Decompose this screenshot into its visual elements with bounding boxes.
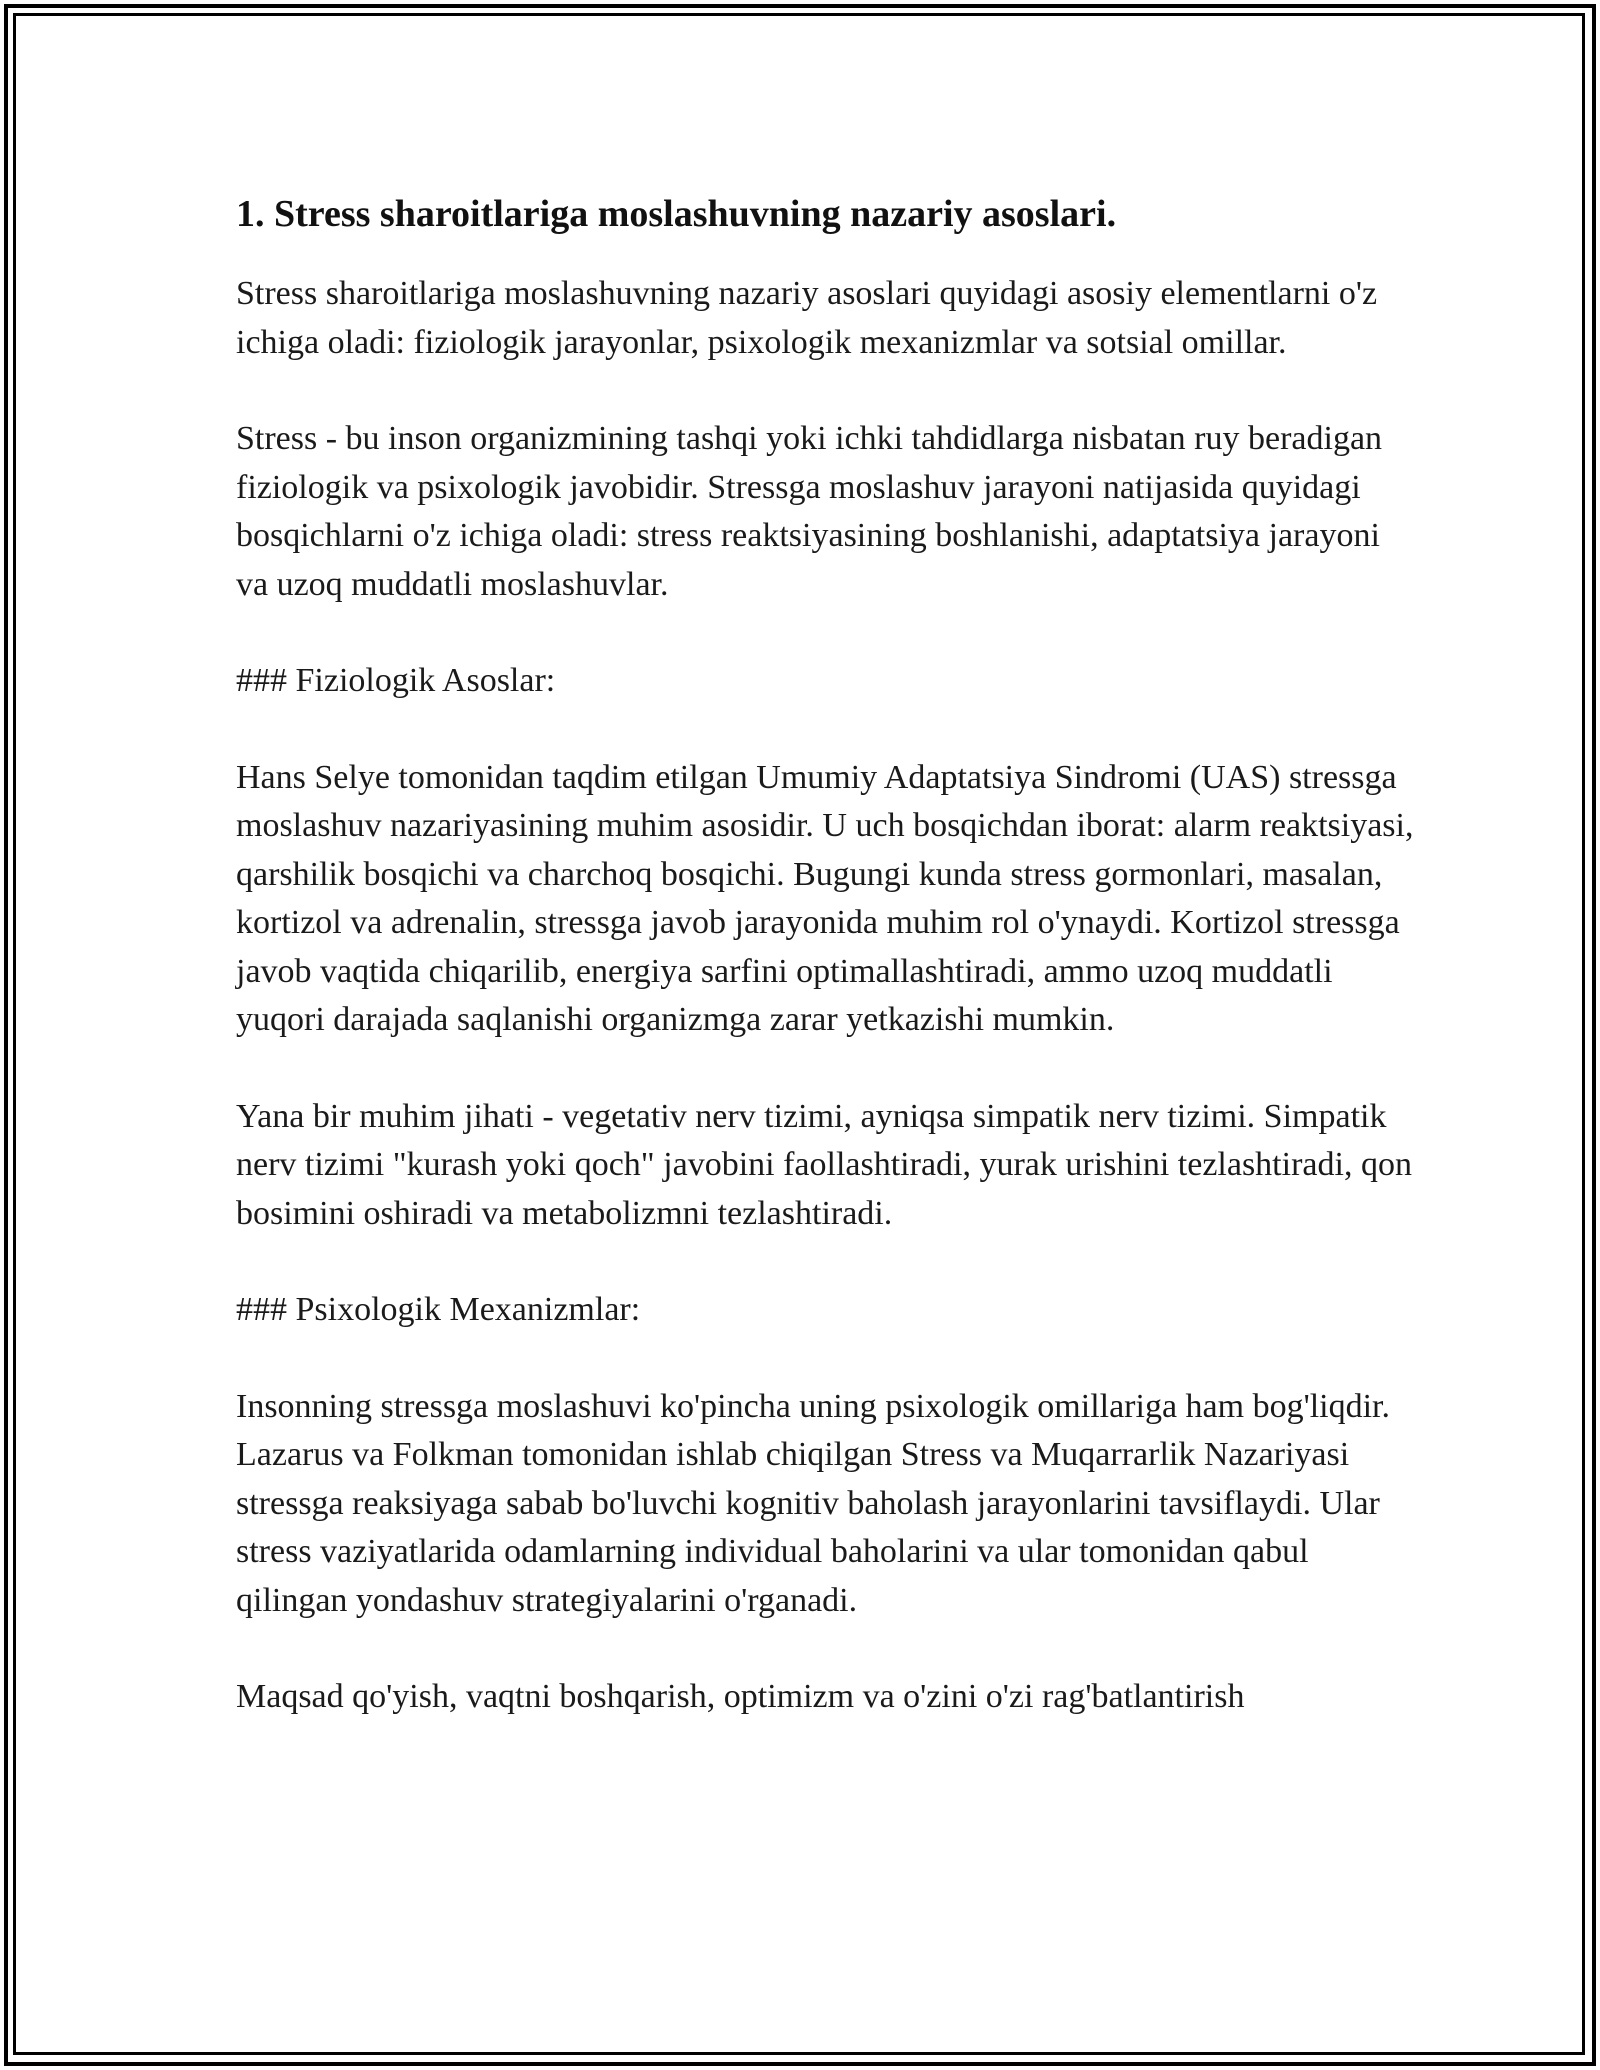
nervous-system-paragraph: Yana bir muhim jihati - vegetativ nerv tizimi, ayniqsa simpatik nerv tizimi. Simpatik nerv tizimi "kurash yoki qoch" javobini faollashtiradi, yurak urishini tezlashtiradi, qon bosimini oshiradi va metabolizmni tezlashtiradi. [236, 1097, 1412, 1232]
section-heading: 1. Stress sharoitlariga moslashuvning nazariy asoslari. [236, 193, 1117, 235]
lazarus-folkman-paragraph: Insonning stressga moslashuvi ko'pincha uning psixologik omillariga ham bog'liqdir. Lazarus va Folkman tomonidan ishlab chiqilgan Stress va Muqarrarlik Nazariyasi stressga reaksiyaga sabab bo'luvchi kognitiv baholash jarayonlarini tavsiflaydi. Ular stress vaziyatlarida odamlarning individual baholarini va ular tomonidan qabul qilingan yondashuv strategiyalarini o'rganadi. [236, 1387, 1390, 1619]
document-body [236, 186, 1416, 1722]
coping-strategies-paragraph: Maqsad qo'yish, vaqtni boshqarish, optimizm va o'zini o'zi rag'batlantirish [236, 1678, 1245, 1715]
selye-paragraph: Hans Selye tomonidan taqdim etilgan Umumiy Adaptatsiya Sindromi (UAS) stressga moslashuv nazariyasining muhim asosidir. U uch bosqichdan iborat: alarm reaktsiyasi, qarshilik bosqichi va charchoq bosqichi. Bugungi kunda stress gormonlari, masalan, kortizol va adrenalin, stressga javob jarayonida muhim rol o'ynaydi. Kortizol stressga javob vaqtida chiqarilib, energiya sarfini optimallashtiradi, ammo uzoq muddatli yuqori darajada saqlanishi organizmga zarar yetkazishi mumkin. [236, 758, 1414, 1038]
stress-definition-paragraph: Stress - bu inson organizmining tashqi yoki ichki tahdidlarga nisbatan ruy beradigan fiziologik va psixologik javobidir. Stressga moslashuv jarayoni natijasida quyidagi bosqichlarni o'z ichiga oladi: stress reaktsiyasining boshlanishi, adaptatsiya jarayoni va uzoq muddatli moslashuvlar. [236, 420, 1383, 603]
intro-paragraph: Stress sharoitlariga moslashuvning nazariy asoslari quyidagi asosiy elementlarni o'z ichiga oladi: fiziologik jarayonlar, psixologik mexanizmlar va sotsial omillar. [236, 275, 1378, 361]
psychological-subheading: ### Psixologik Mexanizmlar: [236, 1291, 641, 1328]
physiological-subheading: ### Fiziologik Asoslar: [236, 662, 556, 699]
